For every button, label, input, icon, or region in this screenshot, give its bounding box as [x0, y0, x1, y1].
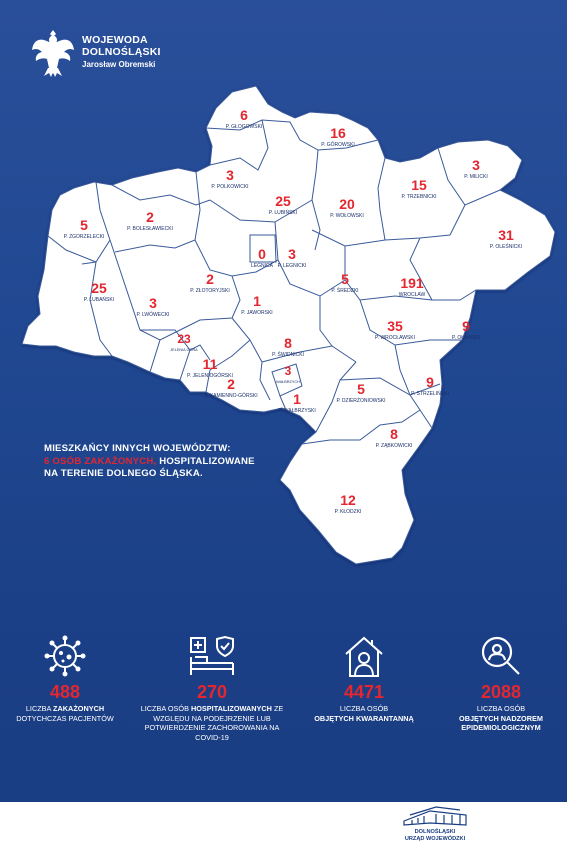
stat-hospitalized — [142, 634, 282, 742]
stat-hospitalized-number: 270 — [196, 682, 228, 702]
region-value: 25 — [275, 193, 291, 209]
house-quarantine-icon — [342, 634, 386, 678]
stat-supervision-desc: LICZBA OSÓB OBJĘTYCH NADZOREM EPIDEMIOLOGICZNYM — [459, 704, 543, 732]
notice-line2 — [44, 456, 304, 469]
stat-hospitalized-desc: LICZBA OSÓB HOSPITALIZOWANYCH ZE WZGLĘDU NA PODEJRZENIE LUB POTWIERDZENIE ZACHOROWANIA NA COVID-19 — [140, 704, 284, 742]
header-official-name: Jarosław Obremski — [82, 60, 156, 69]
region-value: 8 — [390, 426, 398, 442]
region-value: 12 — [340, 492, 356, 508]
region-label: P. KAMIENNO-GÓRSKI — [204, 393, 258, 399]
region-label: P. LWÓWECKI — [136, 312, 170, 318]
notice-line1: MIESZKAŃCY INNYCH WOJEWÓDZTW: — [44, 443, 231, 454]
region-value: 3 — [226, 167, 234, 183]
region-label: P. LUBAŃSKI — [83, 297, 115, 303]
region-value: 1 — [253, 293, 261, 309]
region-value: 9 — [462, 318, 470, 334]
stat-infected-number: 488 — [49, 682, 81, 702]
region-value: 3 — [284, 364, 292, 378]
region-value: 8 — [284, 335, 292, 351]
region-value: 3 — [472, 157, 480, 173]
region-value: 2 — [146, 209, 154, 225]
office-logo — [380, 803, 490, 850]
region-value: 1 — [293, 391, 301, 407]
region-value: 5 — [341, 271, 349, 287]
region-label: P. POLKOWICKI — [211, 184, 249, 190]
region-label: P. OŁAWSKI — [451, 335, 481, 341]
region-label: P. GŁOGOWSKI — [225, 124, 263, 130]
office-logo-line2: URZĄD WOJEWÓDZKI — [404, 836, 466, 842]
region-label: WAŁBRZYCH — [276, 380, 300, 384]
region-label: P. STRZELIŃSKI — [411, 391, 449, 397]
region-value: 11 — [202, 356, 218, 372]
virus-icon — [44, 635, 86, 677]
region-label: WROCŁAW — [398, 292, 426, 298]
region-label: P. GÓROWSKI — [321, 142, 355, 148]
region-value: 35 — [387, 318, 403, 334]
header-title-line1: WOJEWODA — [82, 34, 148, 46]
stat-quarantine — [294, 634, 434, 723]
region-label: LEGNICA — [251, 263, 273, 269]
notice-highlight: 6 OSÓB ZAKAŻONYCH, — [44, 455, 157, 467]
region-value: 9 — [426, 374, 434, 390]
notice-line2-rest: HOSPITALIZOWANE — [156, 455, 255, 467]
notice-line3: NA TERENIE DOLNEGO ŚLĄSKA. — [44, 468, 203, 479]
region-value: 31 — [498, 227, 514, 243]
region-label: P. ZŁOTORYJSKI — [190, 288, 230, 294]
region-label: JELENIA GÓRA — [170, 348, 198, 352]
region-value: 2 — [227, 376, 235, 392]
region-label: P. OLEŚNICKI — [489, 244, 523, 250]
stat-quarantine-number: 4471 — [343, 682, 385, 702]
region-label: P. MILICKI — [464, 174, 488, 180]
region-value: 5 — [357, 381, 365, 397]
region-label: P. WAŁBRZYSKI — [278, 408, 316, 414]
region-value: 0 — [258, 246, 266, 262]
region-label: P. ZGORZELECKI — [63, 234, 105, 240]
region-value: 3 — [288, 246, 296, 262]
region-label: P. BOLESŁAWIECKI — [127, 226, 173, 232]
region-value: 25 — [91, 280, 107, 296]
hospital-bed-icon — [187, 635, 237, 677]
region-label: P. DZIERŻONIOWSKI — [336, 398, 386, 404]
office-building-icon — [400, 803, 470, 829]
stat-infected-desc: LICZBA ZAKAŻONYCH DOTYCHCZAS PACJENTÓW — [16, 704, 114, 723]
other-voivodeships-notice — [44, 443, 304, 481]
magnifier-person-icon — [479, 634, 523, 678]
region-label: P. WOŁOWSKI — [330, 213, 364, 219]
region-value: 3 — [149, 295, 157, 311]
stat-quarantine-desc: LICZBA OSÓB OBJĘTYCH KWARANTANNĄ — [314, 704, 414, 723]
region-label: P. JELENIOGÓRSKI — [187, 373, 233, 379]
region-value: 191 — [400, 275, 424, 291]
region-label: P. ŚWIDNICKI — [272, 352, 304, 358]
region-value: 2 — [206, 271, 214, 287]
stat-infected — [0, 634, 135, 723]
region-label: P. LUBIŃSKI — [268, 210, 298, 216]
region-value: 16 — [330, 125, 346, 141]
office-logo-line1: DOLNOŚLĄSKI — [414, 829, 456, 835]
region-value: 23 — [177, 332, 191, 346]
region-label: P. WROCŁAWSKI — [374, 335, 416, 341]
stat-supervision-number: 2088 — [480, 682, 522, 702]
footer — [0, 802, 567, 850]
region-value: 5 — [80, 217, 88, 233]
region-value: 6 — [240, 107, 248, 123]
office-logo-text — [380, 829, 490, 843]
region-value: 20 — [339, 196, 355, 212]
region-label: P. JAWORSKI — [241, 310, 273, 316]
header-title-line2: DOLNOŚLĄSKI — [82, 46, 161, 58]
region-label: P. ŚREDZKI — [331, 288, 359, 294]
stat-supervision — [431, 634, 567, 733]
region-value: 15 — [411, 177, 427, 193]
region-label: P. KŁODZKI — [334, 509, 362, 515]
region-label: P. TRZEBNICKI — [401, 194, 437, 200]
region-label: P. ZĄBKOWICKI — [375, 443, 413, 449]
region-label: P. LEGNICKI — [277, 263, 307, 269]
